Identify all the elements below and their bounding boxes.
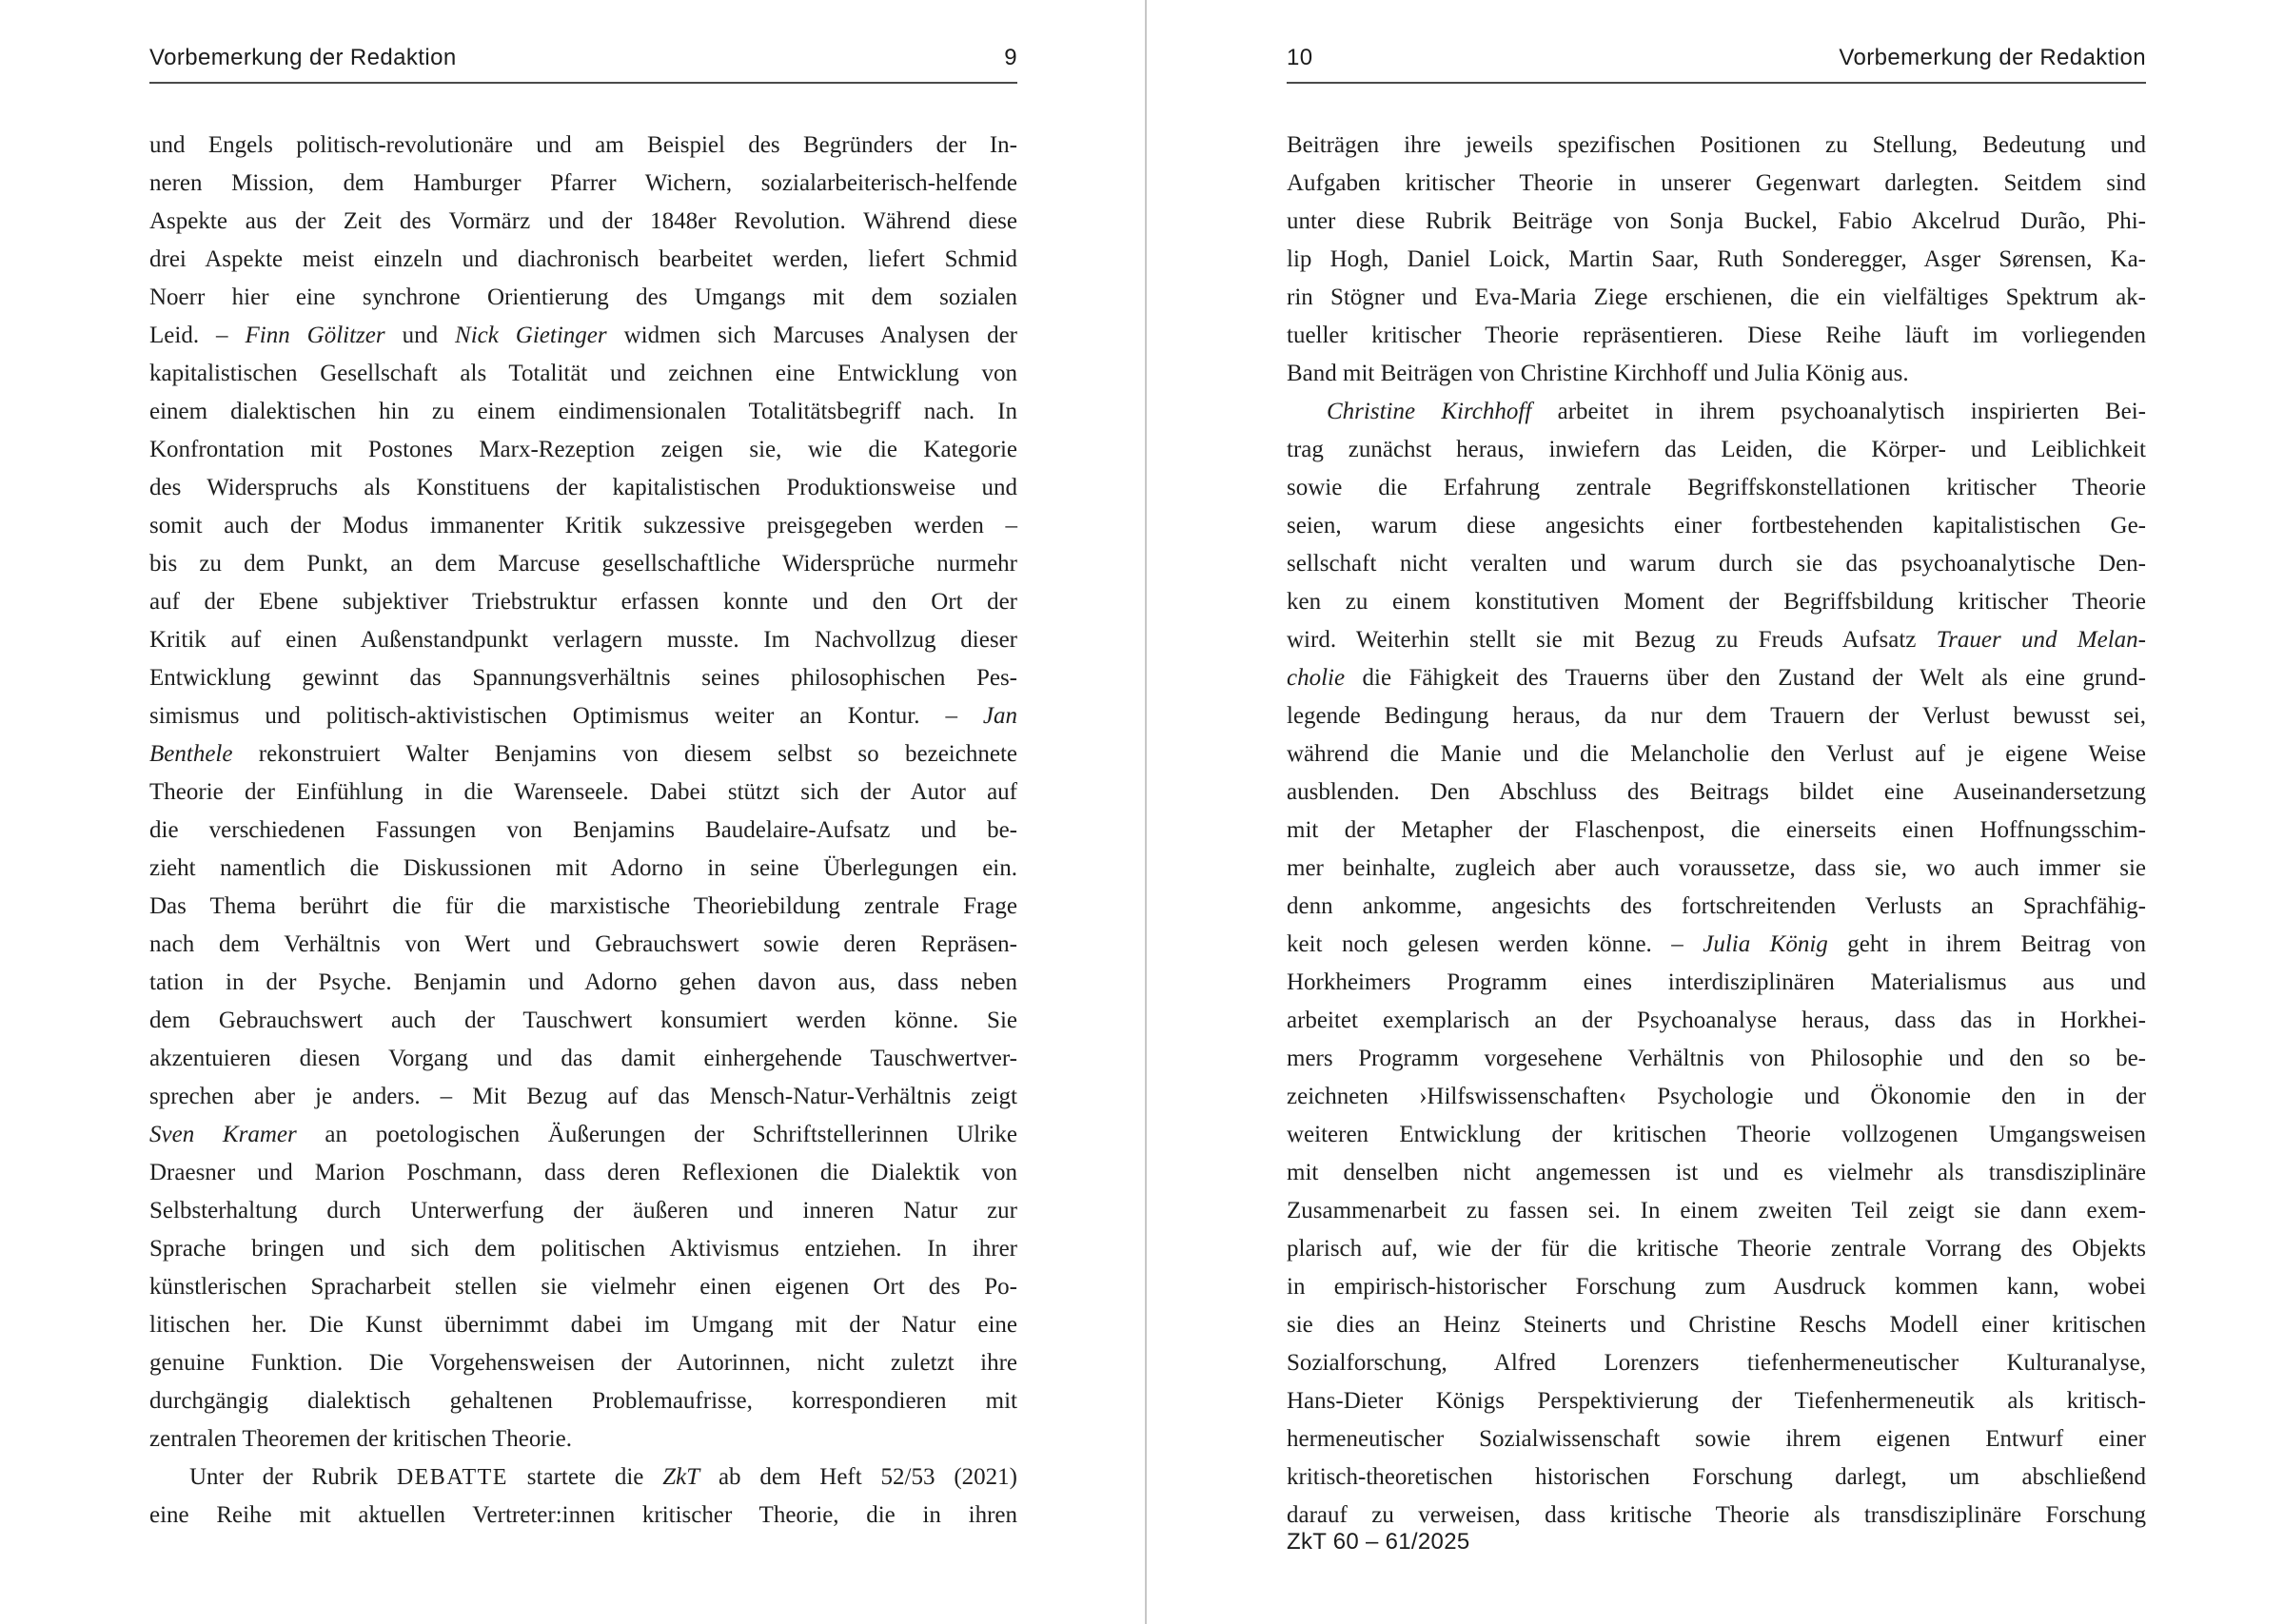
text-line: Konfrontation mit Postones Marx-Rezeption zeigen sie, wie die Kategorie: [149, 437, 1017, 462]
text-line: dem Gebrauchswert auch der Tauschwert konsumiert werden könne. Sie: [149, 1008, 1017, 1033]
text-line: Zusammenarbeit zu fassen sei. In einem zweiten Teil zeigt sie dann exem-: [1287, 1198, 2146, 1223]
text-line: Noerr hier eine synchrone Orientierung des Umgangs mit dem sozialen: [149, 284, 1017, 310]
text-line: weiteren Entwicklung der kritischen Theorie vollzogenen Umgangsweisen: [1287, 1122, 2146, 1147]
page-left: [149, 0, 1017, 1624]
text-line: zentralen Theoremen der kritischen Theorie.: [149, 1426, 573, 1452]
text-line: trag zunächst heraus, inwiefern das Leiden, die Körper- und Leiblichkeit: [1287, 437, 2146, 462]
running-header-title: Vorbemerkung der Redaktion: [1839, 45, 2146, 70]
text-line: Leid. – Finn Gölitzer und Nick Gietinger widmen sich Marcuses Analysen der: [149, 323, 1017, 348]
page-body-text: [149, 127, 1017, 1535]
text-line: Das Thema berührt die für die marxistische Theoriebildung zentrale Frage: [149, 893, 1017, 919]
text-line: neren Mission, dem Hamburger Pfarrer Wichern, sozialarbeiterisch-helfende: [149, 170, 1017, 196]
text-line: Draesner und Marion Poschmann, dass deren Reflexionen die Dialektik von: [149, 1160, 1017, 1185]
text-line: Theorie der Einfühlung in die Warenseele. Dabei stützt sich der Autor auf: [149, 779, 1017, 805]
page-body-text: [1287, 127, 2146, 1535]
text-line: Entwicklung gewinnt das Spannungsverhältnis seines philosophischen Pes-: [149, 665, 1017, 691]
page-number: 10: [1287, 45, 1313, 70]
text-line: nach dem Verhältnis von Wert und Gebrauchswert sowie deren Repräsen-: [149, 931, 1017, 957]
header-rule: [149, 82, 1017, 84]
text-line: Sozialforschung, Alfred Lorenzers tiefenhermeneutischer Kulturanalyse,: [1287, 1350, 2146, 1376]
text-line: Christine Kirchhoff arbeitet in ihrem psychoanalytisch inspirierten Bei-: [1327, 399, 2146, 424]
text-line: die verschiedenen Fassungen von Benjamins Baudelaire-Aufsatz und be-: [149, 817, 1017, 843]
running-header-title: Vorbemerkung der Redaktion: [149, 45, 457, 70]
text-line: cholie die Fähigkeit des Trauerns über den Zustand der Welt als eine grund-: [1287, 665, 2146, 691]
text-line: wird. Weiterhin stellt sie mit Bezug zu Freuds Aufsatz Trauer und Melan-: [1287, 627, 2146, 653]
text-line: künstlerischen Spracharbeit stellen sie vielmehr einen eigenen Ort des Po-: [149, 1274, 1017, 1300]
text-line: somit auch der Modus immanenter Kritik sukzessive preisgegeben werden –: [149, 513, 1017, 538]
text-line: Beiträgen ihre jeweils spezifischen Positionen zu Stellung, Bedeutung und: [1287, 132, 2146, 158]
journal-footer: ZkT 60 – 61/2025: [1287, 1529, 1470, 1555]
text-line: darauf zu verweisen, dass kritische Theorie als transdisziplinäre Forschung: [1287, 1502, 2146, 1528]
text-line: Aspekte aus der Zeit des Vormärz und der 1848er Revolution. Während diese: [149, 208, 1017, 234]
text-line: Sprache bringen und sich dem politischen Aktivismus entziehen. In ihrer: [149, 1236, 1017, 1262]
text-line: Aufgaben kritischer Theorie in unserer Gegenwart darlegten. Seitdem sind: [1287, 170, 2146, 196]
running-header: [1287, 44, 2146, 72]
text-line: Selbsterhaltung durch Unterwerfung der äußeren und inneren Natur zur: [149, 1198, 1017, 1223]
text-line: sprechen aber je anders. – Mit Bezug auf das Mensch-Natur-Verhältnis zeigt: [149, 1084, 1017, 1109]
text-line: Kritik auf einen Außenstandpunkt verlagern musste. Im Nachvollzug dieser: [149, 627, 1017, 653]
text-line: eine Reihe mit aktuellen Vertreter:innen kritischer Theorie, die in ihren: [149, 1502, 1017, 1528]
text-line: seien, warum diese angesichts einer fortbestehenden kapitalistischen Ge-: [1287, 513, 2146, 538]
text-line: zeichneten ›Hilfswissenschaften‹ Psychologie und Ökonomie den in der: [1287, 1084, 2146, 1109]
text-line: einem dialektischen hin zu einem eindimensionalen Totalitätsbegriff nach. In: [149, 399, 1017, 424]
text-line: mit denselben nicht angemessen ist und es vielmehr als transdisziplinäre: [1287, 1160, 2146, 1185]
text-line: mers Programm vorgesehene Verhältnis von Philosophie und den so be-: [1287, 1046, 2146, 1071]
text-line: plarisch auf, wie der für die kritische Theorie zentrale Vorrang des Objekts: [1287, 1236, 2146, 1262]
text-line: tation in der Psyche. Benjamin und Adorno gehen davon aus, dass neben: [149, 969, 1017, 995]
text-line: sellschaft nicht veralten und warum durch sie das psychoanalytische Den-: [1287, 551, 2146, 577]
text-line: denn ankomme, angesichts des fortschreitenden Verlusts an Sprachfähig-: [1287, 893, 2146, 919]
text-line: lip Hogh, Daniel Loick, Martin Saar, Ruth Sonderegger, Asger Sørensen, Ka-: [1287, 246, 2146, 272]
text-line: ausblenden. Den Abschluss des Beitrags bildet eine Auseinandersetzung: [1287, 779, 2146, 805]
text-line: Band mit Beiträgen von Christine Kirchhoff und Julia König aus.: [1287, 361, 1909, 386]
text-line: sowie die Erfahrung zentrale Begriffskonstellationen kritischer Theorie: [1287, 475, 2146, 500]
page-number: 9: [1004, 45, 1017, 70]
text-line: während die Manie und die Melancholie den Verlust auf je eigene Weise: [1287, 741, 2146, 767]
text-line: zieht namentlich die Diskussionen mit Adorno in seine Überlegungen ein.: [149, 855, 1017, 881]
text-line: arbeitet exemplarisch an der Psychoanalyse heraus, dass das in Horkhei-: [1287, 1008, 2146, 1033]
text-line: Unter der Rubrik DEBATTE startete die ZkT ab dem Heft 52/53 (2021): [189, 1464, 1017, 1490]
text-line: keit noch gelesen werden könne. – Julia König geht in ihrem Beitrag von: [1287, 931, 2147, 957]
text-line: mer beinhalte, zugleich aber auch voraussetze, dass sie, wo auch immer sie: [1287, 855, 2146, 881]
text-line: legende Bedingung heraus, da nur dem Trauern der Verlust bewusst sei,: [1287, 703, 2146, 729]
text-line: rin Stögner und Eva-Maria Ziege erschienen, die ein vielfältiges Spektrum ak-: [1287, 284, 2146, 310]
text-line: kapitalistischen Gesellschaft als Totalität und zeichnen eine Entwicklung von: [149, 361, 1017, 386]
text-line: unter diese Rubrik Beiträge von Sonja Buckel, Fabio Akcelrud Durão, Phi-: [1287, 208, 2146, 234]
text-line: auf der Ebene subjektiver Triebstruktur erfassen konnte und den Ort der: [149, 589, 1017, 615]
text-line: mit der Metapher der Flaschenpost, die einerseits einen Hoffnungsschim-: [1287, 817, 2146, 843]
text-line: Horkheimers Programm eines interdisziplinären Materialismus aus und: [1287, 969, 2146, 995]
header-rule: [1287, 82, 2146, 84]
text-line: drei Aspekte meist einzeln und diachronisch bearbeitet werden, liefert Schmid: [149, 246, 1017, 272]
text-line: Benthele rekonstruiert Walter Benjamins von diesem selbst so bezeichnete: [149, 741, 1017, 767]
text-line: sie dies an Heinz Steinerts und Christine Reschs Modell einer kritischen: [1287, 1312, 2146, 1338]
text-line: Hans-Dieter Königs Perspektivierung der Tiefenhermeneutik als kritisch-: [1287, 1388, 2146, 1414]
text-line: akzentuieren diesen Vorgang und das damit einhergehende Tauschwertver-: [149, 1046, 1017, 1071]
running-header: [149, 44, 1017, 72]
text-line: bis zu dem Punkt, an dem Marcuse gesellschaftliche Widersprüche nurmehr: [149, 551, 1017, 577]
text-line: simismus und politisch-aktivistischen Optimismus weiter an Kontur. – Jan: [149, 703, 1017, 729]
page-right: [1287, 0, 2146, 1624]
text-line: ken zu einem konstitutiven Moment der Begriffsbildung kritischer Theorie: [1287, 589, 2146, 615]
text-line: in empirisch-historischer Forschung zum Ausdruck kommen kann, wobei: [1287, 1274, 2146, 1300]
text-line: kritisch-theoretischen historischen Forschung darlegt, um abschließend: [1287, 1464, 2146, 1490]
text-line: durchgängig dialektisch gehaltenen Problemaufrisse, korrespondieren mit: [149, 1388, 1017, 1414]
page-divider-line: [1145, 0, 1147, 1624]
text-line: hermeneutischer Sozialwissenschaft sowie ihrem eigenen Entwurf einer: [1287, 1426, 2146, 1452]
text-line: des Widerspruchs als Konstituens der kapitalistischen Produktionsweise und: [149, 475, 1017, 500]
text-line: genuine Funktion. Die Vorgehensweisen der Autorinnen, nicht zuletzt ihre: [149, 1350, 1017, 1376]
text-line: tueller kritischer Theorie repräsentieren. Diese Reihe läuft im vorliegenden: [1287, 323, 2146, 348]
text-line: litischen her. Die Kunst übernimmt dabei im Umgang mit der Natur eine: [149, 1312, 1017, 1338]
text-line: Sven Kramer an poetologischen Äußerungen der Schriftstellerinnen Ulrike: [149, 1122, 1017, 1147]
text-line: und Engels politisch-revolutionäre und am Beispiel des Begründers der In-: [149, 132, 1017, 158]
